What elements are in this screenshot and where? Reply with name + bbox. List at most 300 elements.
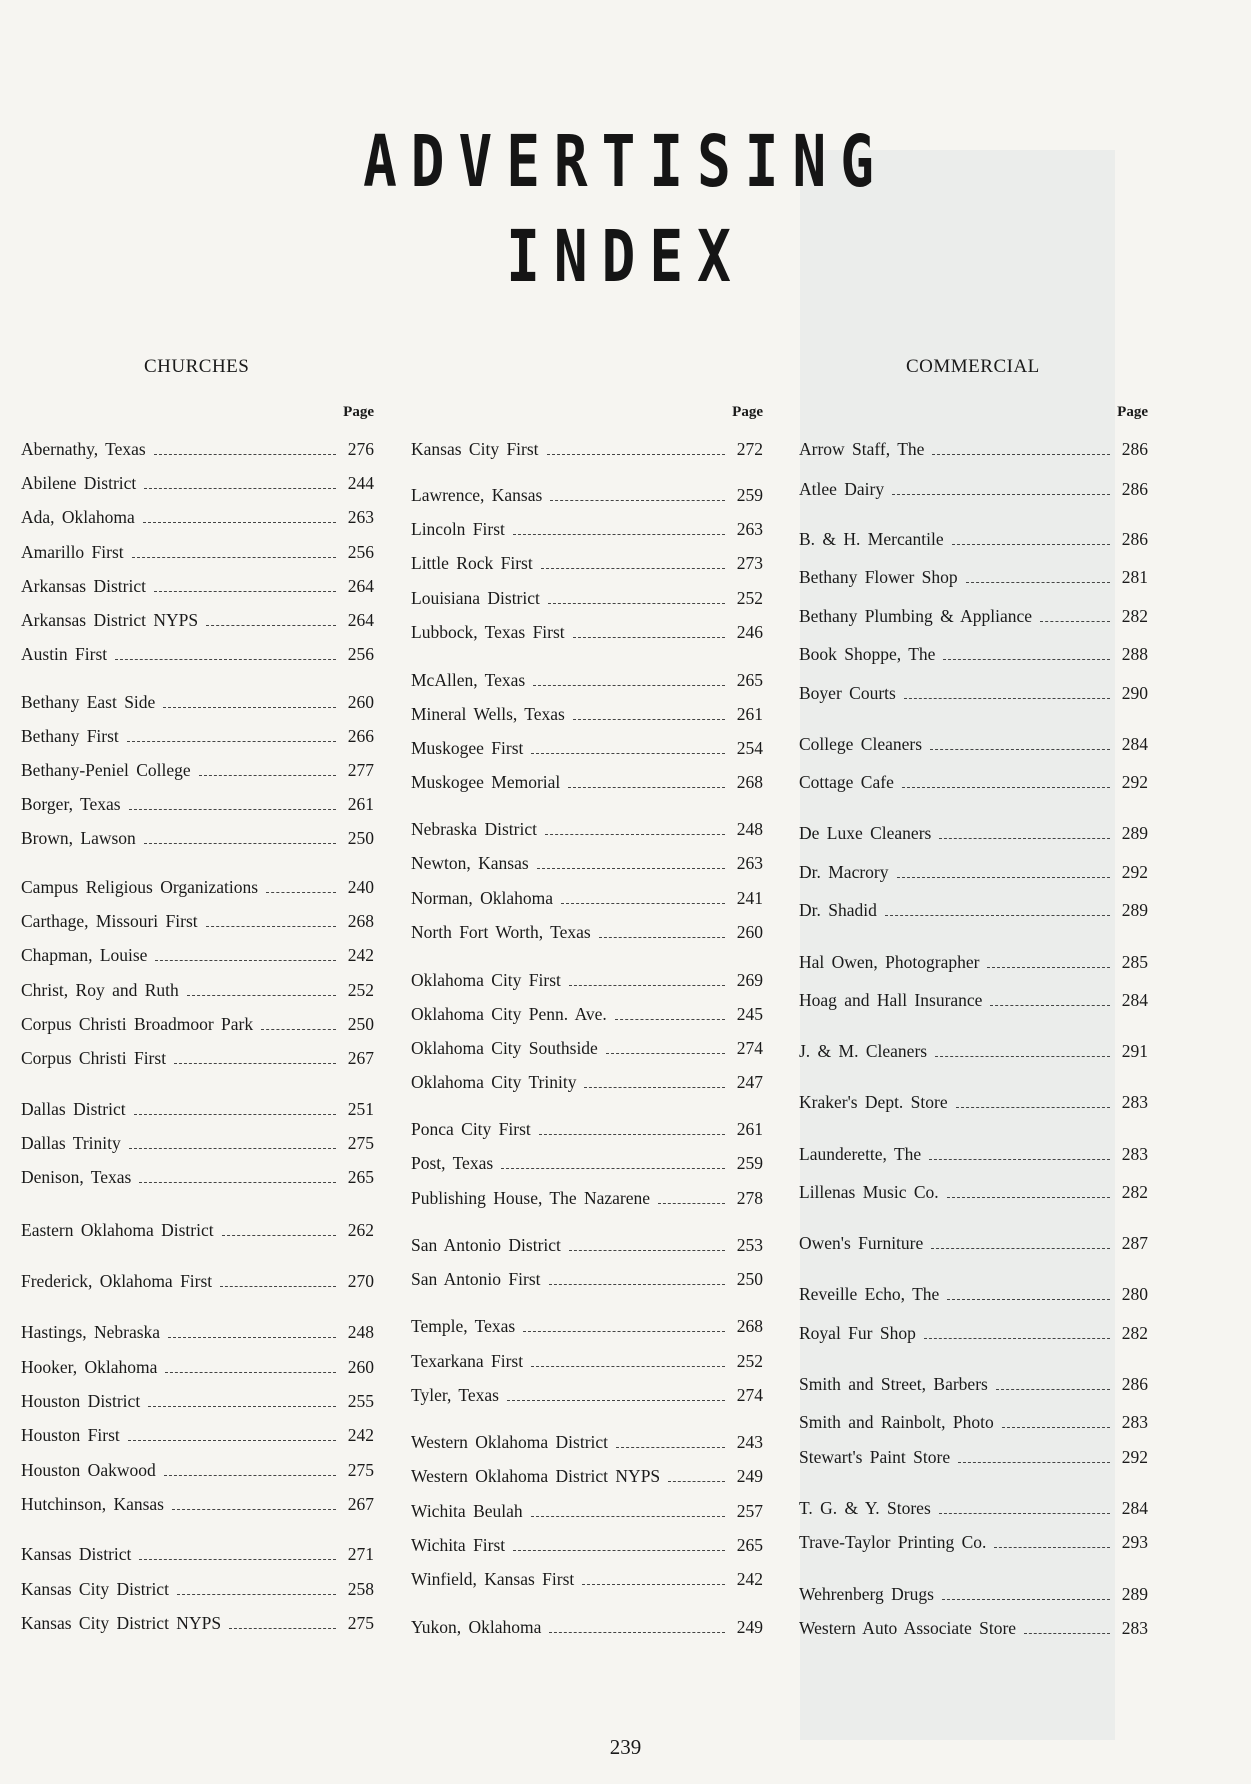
- entry-name: Eastern Oklahoma District: [21, 1220, 214, 1240]
- dotted-leader: [541, 568, 725, 569]
- dotted-leader: [127, 741, 336, 742]
- index-entry: [21, 504, 374, 528]
- entry-page: 282: [1121, 606, 1148, 626]
- entry-page: 281: [1121, 567, 1148, 587]
- dotted-leader: [143, 522, 336, 523]
- index-entry: [799, 1141, 1148, 1165]
- dotted-leader: [132, 557, 336, 558]
- entry-page: 267: [347, 1494, 374, 1514]
- entry-name: De Luxe Cleaners: [799, 823, 932, 843]
- entry-page: 249: [736, 1466, 763, 1486]
- entry-page: 262: [347, 1220, 374, 1240]
- dotted-leader: [947, 1197, 1110, 1198]
- entry-name: Kansas City District: [21, 1579, 169, 1599]
- entry-page: 260: [347, 692, 374, 712]
- section-heading-commercial: COMMERCIAL: [906, 356, 1040, 377]
- entry-page: 277: [347, 760, 374, 780]
- entry-name: Kraker's Dept. Store: [799, 1092, 948, 1112]
- entry-page: 275: [347, 1133, 374, 1153]
- entry-page: 286: [1121, 439, 1148, 459]
- dotted-leader: [539, 1134, 725, 1135]
- entry-name: Kansas District: [21, 1544, 132, 1564]
- dotted-leader: [573, 719, 725, 720]
- entry-name: Abernathy, Texas: [21, 439, 146, 459]
- dotted-leader: [154, 454, 336, 455]
- dotted-leader: [573, 637, 725, 638]
- entry-name: Cottage Cafe: [799, 772, 894, 792]
- entry-name: B. & H. Mercantile: [799, 529, 944, 549]
- index-entry: [799, 1529, 1148, 1553]
- entry-name: Smith and Rainbolt, Photo: [799, 1412, 994, 1432]
- dotted-leader: [561, 903, 725, 904]
- entry-name: Royal Fur Shop: [799, 1323, 916, 1343]
- dotted-leader: [199, 775, 336, 776]
- index-entry: [799, 680, 1148, 704]
- dotted-leader: [545, 834, 725, 835]
- entry-name: Bethany Flower Shop: [799, 567, 958, 587]
- entry-page: 252: [736, 588, 763, 608]
- index-entry: [21, 1491, 374, 1515]
- entry-name: Muskogee Memorial: [411, 772, 561, 792]
- entry-name: Bethany-Peniel College: [21, 760, 191, 780]
- index-entry: [411, 1498, 763, 1522]
- dotted-leader: [144, 488, 336, 489]
- dotted-leader: [513, 534, 725, 535]
- entry-page: 245: [736, 1004, 763, 1024]
- dotted-leader: [930, 749, 1110, 750]
- index-entry: [799, 1179, 1148, 1203]
- entry-page: 292: [1121, 1447, 1148, 1467]
- entry-page: 289: [1121, 823, 1148, 843]
- entry-name: Dr. Shadid: [799, 900, 877, 920]
- index-entry: [799, 1371, 1148, 1395]
- page-number: 239: [609, 1735, 642, 1759]
- dotted-leader: [550, 500, 725, 501]
- entry-name: Dallas Trinity: [21, 1133, 121, 1153]
- entry-page: 289: [1121, 900, 1148, 920]
- entry-page: 251: [347, 1099, 374, 1119]
- entry-page: 255: [347, 1391, 374, 1411]
- entry-name: Muskogee First: [411, 738, 524, 758]
- entry-page: 252: [347, 980, 374, 1000]
- entry-name: Wehrenberg Drugs: [799, 1584, 934, 1604]
- entry-page: 267: [347, 1048, 374, 1068]
- entry-page: 241: [736, 888, 763, 908]
- index-entry: [21, 689, 374, 713]
- index-entry: [411, 1116, 763, 1140]
- entry-name: San Antonio First: [411, 1269, 541, 1289]
- entry-name: McAllen, Texas: [411, 670, 526, 690]
- entry-page: 256: [347, 644, 374, 664]
- dotted-leader: [885, 915, 1110, 916]
- dotted-leader: [155, 960, 336, 961]
- dotted-leader: [584, 1087, 725, 1088]
- entry-page: 246: [736, 622, 763, 642]
- entry-page: 268: [736, 772, 763, 792]
- entry-page: 287: [1121, 1233, 1148, 1253]
- entry-name: Hastings, Nebraska: [21, 1322, 161, 1342]
- entry-page: 291: [1121, 1041, 1148, 1061]
- dotted-leader: [165, 1372, 336, 1373]
- entry-page: 268: [347, 911, 374, 931]
- entry-page: 274: [736, 1385, 763, 1405]
- entry-name: Arkansas District NYPS: [21, 610, 199, 630]
- entry-page: 283: [1121, 1092, 1148, 1112]
- entry-page: 284: [1121, 734, 1148, 754]
- index-entry: [21, 1541, 374, 1565]
- index-entry: [799, 987, 1148, 1011]
- index-entry: [411, 436, 763, 460]
- entry-page: 269: [736, 970, 763, 990]
- dotted-leader: [932, 454, 1110, 455]
- index-entry: [799, 1495, 1148, 1519]
- index-entry: [799, 436, 1148, 460]
- entry-name: Tyler, Texas: [411, 1385, 499, 1405]
- dotted-leader: [892, 494, 1110, 495]
- dotted-leader: [924, 1338, 1110, 1339]
- index-entry: [411, 701, 763, 725]
- index-entry: [21, 1354, 374, 1378]
- dotted-leader: [174, 1063, 336, 1064]
- index-entry: [21, 1388, 374, 1412]
- entry-name: Hal Owen, Photographer: [799, 952, 980, 972]
- index-entry: [799, 641, 1148, 665]
- index-entry: [799, 1038, 1148, 1062]
- entry-page: 276: [347, 439, 374, 459]
- index-entry: [21, 825, 374, 849]
- entry-name: Dallas District: [21, 1099, 126, 1119]
- index-entry: [799, 1444, 1148, 1468]
- entry-page: 283: [1121, 1618, 1148, 1638]
- index-entry: [411, 967, 763, 991]
- entry-page: 263: [736, 853, 763, 873]
- entry-name: Lubbock, Texas First: [411, 622, 565, 642]
- dotted-leader: [952, 544, 1110, 545]
- dotted-leader: [168, 1337, 336, 1338]
- index-entry: [799, 603, 1148, 627]
- entry-page: 265: [347, 1167, 374, 1187]
- dotted-leader: [148, 1406, 336, 1407]
- dotted-leader: [943, 659, 1110, 660]
- entry-name: Abilene District: [21, 473, 137, 493]
- dotted-leader: [897, 877, 1110, 878]
- index-entry: [799, 1409, 1148, 1433]
- index-entry: [21, 1268, 374, 1292]
- index-entry: [21, 1319, 374, 1343]
- index-entry: [411, 850, 763, 874]
- dotted-leader: [266, 892, 336, 893]
- entry-page: 253: [736, 1235, 763, 1255]
- entry-page: 256: [347, 542, 374, 562]
- entry-page: 284: [1121, 990, 1148, 1010]
- entry-name: Borger, Texas: [21, 794, 121, 814]
- index-entry: [411, 1069, 763, 1093]
- entry-page: 248: [736, 819, 763, 839]
- dotted-leader: [549, 1632, 725, 1633]
- index-entry: [21, 942, 374, 966]
- index-entry: [21, 908, 374, 932]
- entry-name: Lawrence, Kansas: [411, 485, 543, 505]
- entry-name: Mineral Wells, Texas: [411, 704, 565, 724]
- title-line-1: ADVERTISING: [363, 120, 888, 204]
- index-entry: [411, 1429, 763, 1453]
- page-column-header: Page: [343, 404, 374, 420]
- entry-name: Bethany First: [21, 726, 119, 746]
- entry-name: Launderette, The: [799, 1144, 922, 1164]
- entry-name: Ada, Oklahoma: [21, 507, 135, 527]
- index-entry: [411, 1266, 763, 1290]
- index-entry: [21, 977, 374, 1001]
- page-column-header: Page: [1117, 404, 1148, 420]
- entry-name: Hoag and Hall Insurance: [799, 990, 983, 1010]
- entry-name: Texarkana First: [411, 1351, 524, 1371]
- title-line-2: INDEX: [506, 215, 745, 299]
- entry-name: Little Rock First: [411, 553, 533, 573]
- entry-name: Stewart's Paint Store: [799, 1447, 951, 1467]
- entry-page: 243: [736, 1432, 763, 1452]
- index-entry: [411, 550, 763, 574]
- index-entry: [799, 769, 1148, 793]
- dotted-leader: [568, 787, 725, 788]
- entry-page: 249: [736, 1617, 763, 1637]
- index-entry: [21, 470, 374, 494]
- entry-page: 259: [736, 485, 763, 505]
- dotted-leader: [931, 1248, 1110, 1249]
- dotted-leader: [229, 1628, 336, 1629]
- index-entry: [799, 1320, 1148, 1344]
- dotted-leader: [990, 1005, 1110, 1006]
- index-entry: [411, 482, 763, 506]
- entry-page: 258: [347, 1579, 374, 1599]
- index-entry: [21, 641, 374, 665]
- dotted-leader: [163, 707, 336, 708]
- entry-name: Oklahoma City Penn. Ave.: [411, 1004, 607, 1024]
- dotted-leader: [220, 1286, 336, 1287]
- entry-name: Arkansas District: [21, 576, 146, 596]
- index-entry: [411, 735, 763, 759]
- index-entry: [21, 1096, 374, 1120]
- index-entry: [799, 820, 1148, 844]
- entry-name: Houston Oakwood: [21, 1460, 156, 1480]
- entry-page: 286: [1121, 529, 1148, 549]
- entry-name: Houston First: [21, 1425, 120, 1445]
- page-column-header: Page: [732, 404, 763, 420]
- entry-page: 248: [347, 1322, 374, 1342]
- index-entry: [21, 1130, 374, 1154]
- entry-page: 283: [1121, 1412, 1148, 1432]
- entry-name: Trave-Taylor Printing Co.: [799, 1532, 987, 1552]
- entry-page: 264: [347, 610, 374, 630]
- dotted-leader: [658, 1203, 725, 1204]
- dotted-leader: [599, 937, 725, 938]
- index-entry: [799, 1615, 1148, 1639]
- dotted-leader: [958, 1462, 1110, 1463]
- entry-page: 242: [347, 1425, 374, 1445]
- entry-page: 275: [347, 1460, 374, 1480]
- entry-name: College Cleaners: [799, 734, 923, 754]
- entry-page: 284: [1121, 1498, 1148, 1518]
- index-entry: [21, 607, 374, 631]
- entry-page: 261: [347, 794, 374, 814]
- dotted-leader: [569, 1250, 725, 1251]
- dotted-leader: [1040, 621, 1110, 622]
- entry-name: Hutchinson, Kansas: [21, 1494, 164, 1514]
- entry-page: 260: [736, 922, 763, 942]
- entry-name: Smith and Street, Barbers: [799, 1374, 988, 1394]
- entry-page: 252: [736, 1351, 763, 1371]
- dotted-leader: [537, 868, 725, 869]
- dotted-leader: [1002, 1427, 1110, 1428]
- index-entry: [21, 1610, 374, 1634]
- entry-name: Christ, Roy and Ruth: [21, 980, 179, 1000]
- dotted-leader: [129, 1148, 336, 1149]
- entry-page: 292: [1121, 772, 1148, 792]
- dotted-leader: [134, 1114, 336, 1115]
- entry-page: 250: [347, 1014, 374, 1034]
- dotted-leader: [668, 1481, 725, 1482]
- entry-page: 242: [347, 945, 374, 965]
- dotted-leader: [996, 1389, 1110, 1390]
- dotted-leader: [222, 1235, 336, 1236]
- entry-name: North Fort Worth, Texas: [411, 922, 591, 942]
- index-entry: [411, 516, 763, 540]
- dotted-leader: [261, 1029, 336, 1030]
- entry-name: Brown, Lawson: [21, 828, 136, 848]
- index-entry: [411, 919, 763, 943]
- index-entry: [411, 769, 763, 793]
- entry-name: Owen's Furniture: [799, 1233, 924, 1253]
- index-entry: [21, 757, 374, 781]
- entry-name: Lillenas Music Co.: [799, 1182, 939, 1202]
- entry-name: T. G. & Y. Stores: [799, 1498, 931, 1518]
- dotted-leader: [902, 787, 1110, 788]
- dotted-leader: [929, 1159, 1110, 1160]
- index-entry: [411, 619, 763, 643]
- entry-name: Norman, Oklahoma: [411, 888, 553, 908]
- dotted-leader: [1024, 1633, 1110, 1634]
- entry-page: 250: [736, 1269, 763, 1289]
- entry-name: Western Auto Associate Store: [799, 1618, 1017, 1638]
- entry-name: Wichita First: [411, 1535, 506, 1555]
- index-entry: [21, 1457, 374, 1481]
- entry-name: Oklahoma City Trinity: [411, 1072, 577, 1092]
- entry-name: Amarillo First: [21, 542, 124, 562]
- entry-page: 289: [1121, 1584, 1148, 1604]
- entry-page: 240: [347, 877, 374, 897]
- entry-page: 271: [347, 1544, 374, 1564]
- dotted-leader: [164, 1475, 336, 1476]
- index-entry: [799, 1281, 1148, 1305]
- entry-name: Wichita Beulah: [411, 1501, 523, 1521]
- index-entry: [21, 436, 374, 460]
- entry-page: 250: [347, 828, 374, 848]
- entry-page: 247: [736, 1072, 763, 1092]
- entry-name: Oklahoma City First: [411, 970, 561, 990]
- entry-name: Reveille Echo, The: [799, 1284, 940, 1304]
- index-entry: [21, 1164, 374, 1188]
- dotted-leader: [548, 603, 725, 604]
- entry-page: 290: [1121, 683, 1148, 703]
- dotted-leader: [904, 698, 1110, 699]
- entry-name: Western Oklahoma District NYPS: [411, 1466, 661, 1486]
- index-entry: [21, 1011, 374, 1035]
- dotted-leader: [129, 809, 336, 810]
- index-entry: [21, 723, 374, 747]
- entry-page: 293: [1121, 1532, 1148, 1552]
- entry-name: Frederick, Oklahoma First: [21, 1271, 213, 1291]
- dotted-leader: [942, 1599, 1110, 1600]
- entry-page: 244: [347, 473, 374, 493]
- dotted-leader: [947, 1299, 1110, 1300]
- dotted-leader: [939, 1513, 1110, 1514]
- entry-name: Kansas City District NYPS: [21, 1613, 222, 1633]
- entry-name: Louisiana District: [411, 588, 540, 608]
- entry-page: 278: [736, 1188, 763, 1208]
- index-entry: [21, 1045, 374, 1069]
- index-entry: [411, 1001, 763, 1025]
- index-entry: [411, 667, 763, 691]
- entry-name: San Antonio District: [411, 1235, 561, 1255]
- index-entry: [411, 1463, 763, 1487]
- dotted-leader: [206, 625, 336, 626]
- dotted-leader: [139, 1559, 336, 1560]
- dotted-leader: [533, 685, 725, 686]
- index-entry: [411, 585, 763, 609]
- index-entry: [411, 1150, 763, 1174]
- dotted-leader: [547, 454, 725, 455]
- index-entry: [411, 1382, 763, 1406]
- entry-name: Bethany Plumbing & Appliance: [799, 606, 1033, 626]
- index-entry: [411, 1313, 763, 1337]
- entry-page: 257: [736, 1501, 763, 1521]
- entry-name: Dr. Macrory: [799, 862, 889, 882]
- index-entry: [21, 791, 374, 815]
- dotted-leader: [154, 591, 336, 592]
- entry-page: 265: [736, 670, 763, 690]
- entry-name: Denison, Texas: [21, 1167, 132, 1187]
- entry-page: 282: [1121, 1182, 1148, 1202]
- index-entry: [411, 1348, 763, 1372]
- dotted-leader: [144, 843, 336, 844]
- index-entry: [411, 1185, 763, 1209]
- entry-page: 264: [347, 576, 374, 596]
- entry-page: 273: [736, 553, 763, 573]
- entry-page: 280: [1121, 1284, 1148, 1304]
- entry-name: Lincoln First: [411, 519, 505, 539]
- dotted-leader: [115, 659, 336, 660]
- entry-name: Newton, Kansas: [411, 853, 529, 873]
- entry-page: 266: [347, 726, 374, 746]
- index-entry: [799, 526, 1148, 550]
- dotted-leader: [139, 1182, 336, 1183]
- entry-page: 292: [1121, 862, 1148, 882]
- entry-name: Post, Texas: [411, 1153, 494, 1173]
- entry-page: 270: [347, 1271, 374, 1291]
- index-entry: [799, 731, 1148, 755]
- dotted-leader: [582, 1584, 725, 1585]
- entry-page: 261: [736, 704, 763, 724]
- entry-page: 268: [736, 1316, 763, 1336]
- index-entry: [411, 816, 763, 840]
- index-entry: [799, 564, 1148, 588]
- entry-name: Chapman, Louise: [21, 945, 148, 965]
- index-entry: [799, 949, 1148, 973]
- index-entry: [799, 1089, 1148, 1113]
- index-entry: [21, 1217, 374, 1241]
- entry-page: 282: [1121, 1323, 1148, 1343]
- dotted-leader: [956, 1107, 1110, 1108]
- dotted-leader: [187, 995, 336, 996]
